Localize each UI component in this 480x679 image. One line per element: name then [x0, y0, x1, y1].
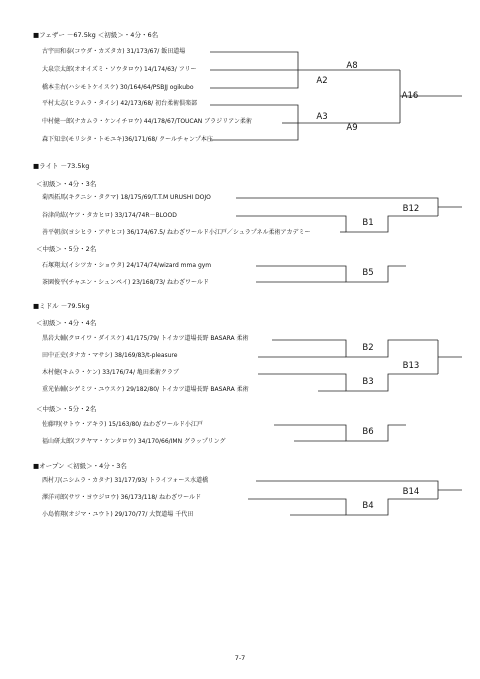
- entry-middle-intermediate-1: 佐藤明(サトウ・アキラ) 15/163/80/ ねわざワールド小江戸: [42, 421, 203, 428]
- match-label-B3: B3: [362, 377, 374, 387]
- match-label-A3: A3: [316, 112, 328, 122]
- entry-middle-beginner-1: 黒岩大輔(クロイワ・ダイスケ) 41/175/79/ トイカツ道場長野 BASARA 柔術: [42, 335, 249, 342]
- page-number: 7-7: [234, 654, 246, 662]
- bracket-connector-2: [210, 70, 298, 88]
- light-division-header: ■ライト －73.5kg: [33, 162, 90, 170]
- match-label-B5: B5: [362, 268, 374, 278]
- match-label-A2: A2: [316, 76, 328, 86]
- entry-light-beginner-2: 谷津尚紘(ヤツ・タカヒロ) 33/174/74R－BLOOD: [42, 212, 177, 219]
- entry-light-intermediate-2: 茶園俊平(チャエン・シュンペイ) 23/168/73/ ねわざワールド: [42, 279, 209, 286]
- entry-feather-6: 森下知幸(モリシタ・トモユキ)36/171/68/ クールチャンプ本庄: [42, 136, 213, 143]
- entry-feather-2: 大泉宗太郎(オオイズミ・ソウタロウ) 14/174/63/ フリー: [42, 66, 197, 73]
- match-label-A9: A9: [346, 123, 358, 133]
- entry-light-beginner-1: 菊西拓馬(キクニシ・タクマ) 18/175/69/T.T.M URUSHI DOJO: [42, 194, 211, 201]
- entry-middle-beginner-2: 田中正史(タナカ・マサシ) 38/169/83/t-pleasure: [42, 352, 178, 359]
- middle-intermediate-label: ＜中級＞・5分・2名: [36, 405, 97, 413]
- open-division-header: ■オープン ＜初級＞・4分・3名: [33, 462, 127, 470]
- match-label-B12: B12: [402, 204, 420, 214]
- light-beginner-label: ＜初級＞・4分・3名: [36, 180, 97, 188]
- bracket-connector-14: [272, 340, 438, 357]
- light-intermediate-label: ＜中級＞・5分・2名: [36, 245, 97, 253]
- bracket-connector-0: [210, 52, 400, 70]
- entry-feather-1: 古宇田和泰(コウダ・カズタカ) 31/173/67/ 飯田道場: [42, 48, 186, 55]
- match-label-A16: A16: [401, 91, 419, 101]
- bracket-connector-12: [256, 266, 406, 282]
- entry-light-beginner-3: 善平朝彦(ヨシヒラ・アサヒコ) 36/174/67.5/ ねわざワールド小江戸／シュラプネル柔術アカデミー: [42, 229, 311, 236]
- match-label-B4: B4: [362, 501, 374, 511]
- match-label-B6: B6: [362, 427, 374, 437]
- entry-feather-5: 中村健一郎(ナカムラ・ケンイチロウ) 44/178/67/TOUCAN ブラジリアン柔術: [42, 118, 252, 125]
- entry-light-intermediate-1: 石塚翔太(イシツカ・ショウタ) 24/174/74/wizard mma gym: [42, 262, 212, 269]
- match-label-B1: B1: [362, 218, 374, 228]
- entry-middle-beginner-4: 重光佑輔(シゲミツ・ユウスケ) 29/182/80/ トイカツ道場長野 BASARA 柔術: [42, 386, 249, 393]
- entry-middle-beginner-3: 木村健(キムラ・ケン) 33/176/74/ 亀田柔術クラブ: [42, 369, 179, 376]
- feather-division-header: ■フェザー －67.5kg ＜初級＞・4分・6名: [33, 31, 159, 39]
- bracket-connector-16: [258, 374, 438, 391]
- match-label-B13: B13: [402, 361, 420, 371]
- entry-open-1: 西村刀(ニシムラ・カタナ) 31/177/93/ トライフォース水道橋: [42, 477, 209, 484]
- entry-feather-4: 平村太志(ヒラムラ・タイシ) 42/173/68/ 初台柔術倶楽部: [42, 100, 198, 107]
- entry-middle-intermediate-2: 福山研太郎(フクヤマ・ケンタロウ) 34/170/66/IMN グラップリング: [42, 438, 226, 445]
- entry-open-3: 小島侑翔(オジマ・ユウト) 29/170/77/ 大賀道場 千代田: [42, 511, 194, 518]
- match-label-B2: B2: [362, 343, 374, 353]
- match-label-A8: A8: [346, 61, 358, 71]
- entry-open-2: 澤洋司郎(サワ・ヨウジロウ) 36/173/118/ ねわざワールド: [42, 494, 201, 501]
- bracket-connector-23: [248, 499, 438, 515]
- match-label-B14: B14: [402, 487, 420, 497]
- bracket-connector-20: [274, 425, 406, 441]
- middle-beginner-label: ＜初級＞・4分・4名: [36, 319, 97, 327]
- entry-feather-3: 橋本圭右(ハシモトケイスケ) 30/164/64/PSBJJ ogikubo: [42, 84, 194, 91]
- middle-division-header: ■ミドル －79.5kg: [33, 302, 90, 310]
